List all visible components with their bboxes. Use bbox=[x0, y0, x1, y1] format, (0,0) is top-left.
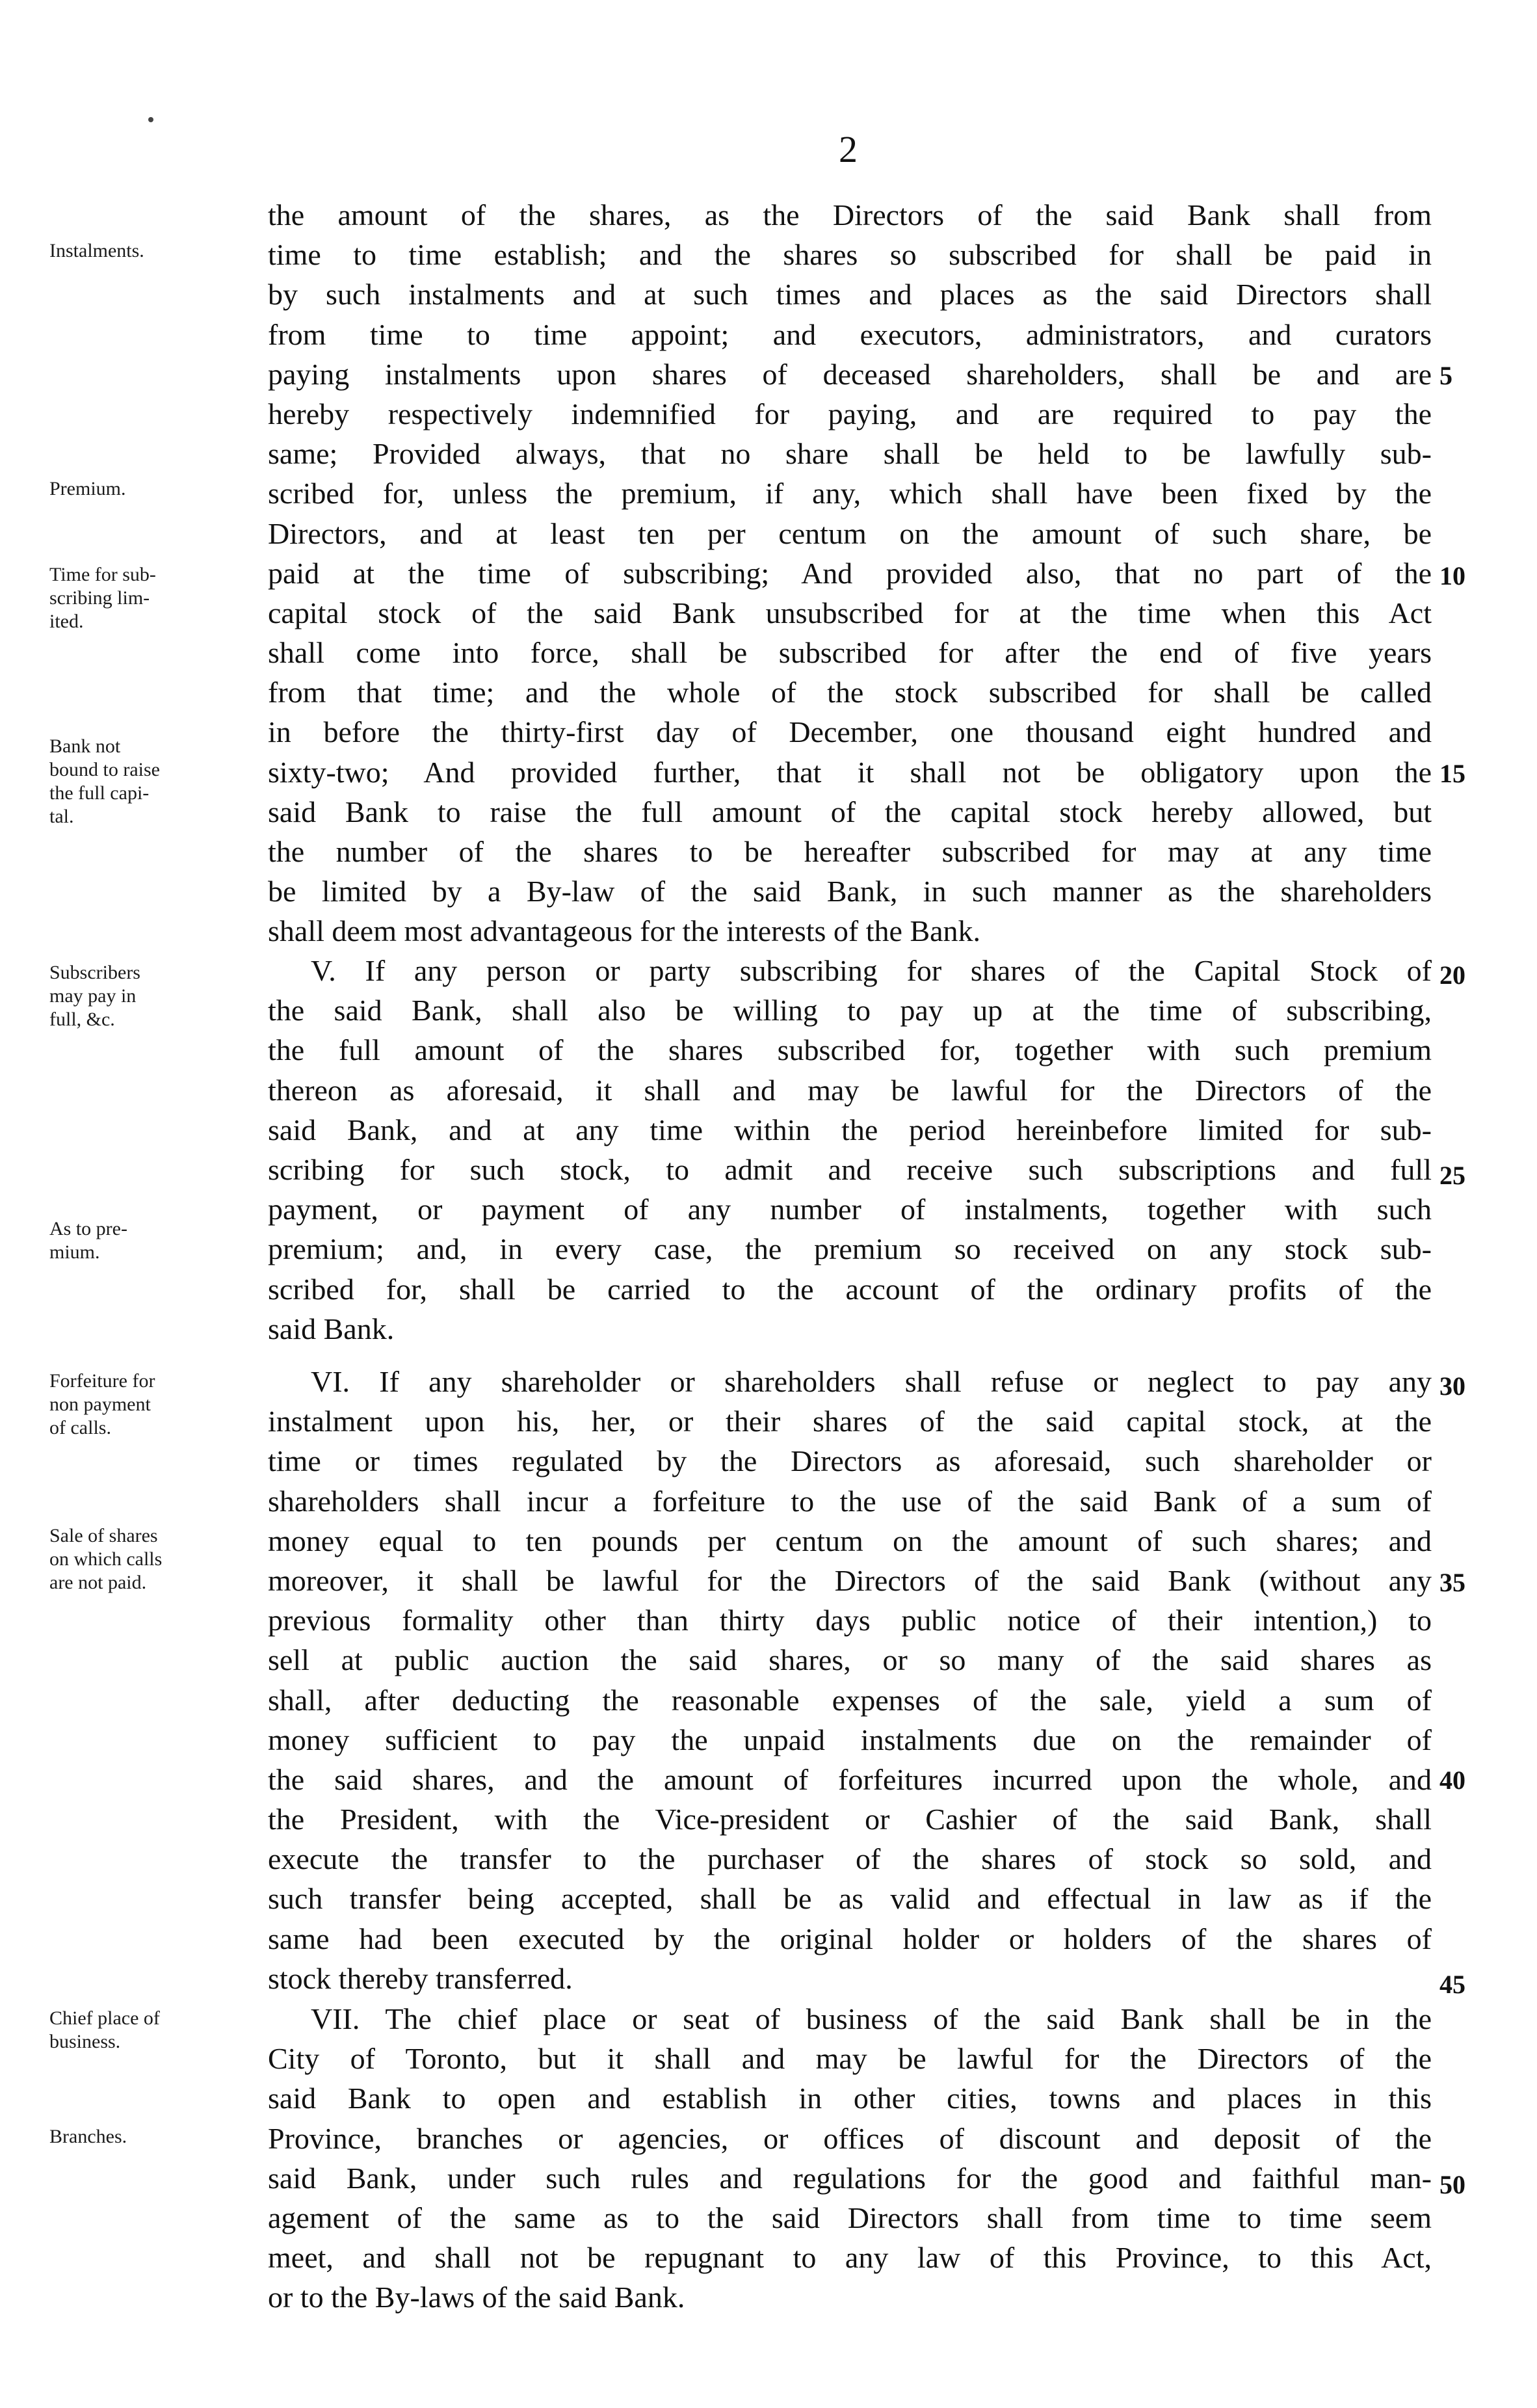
line-number: 50 bbox=[1439, 2170, 1465, 2199]
text-line: the said Bank, shall also be willing to pay up at the time of subscribing, bbox=[268, 994, 1432, 1027]
page-number: 2 bbox=[839, 128, 858, 170]
line-number: 5 bbox=[1439, 361, 1452, 390]
text-line: shall deem most advantageous for the interests of the Bank. bbox=[268, 914, 981, 948]
text-line: VII. The chief place or seat of business of the said Bank shall be in the bbox=[311, 2002, 1432, 2035]
side-note-line: Branches. bbox=[49, 2126, 127, 2147]
text-line: said Bank to open and establish in other cities, towns and places in this bbox=[268, 2082, 1432, 2115]
side-note-line: may pay in bbox=[49, 985, 137, 1007]
text-line: the number of the shares to be hereafter subscribed for may at any time bbox=[268, 835, 1432, 868]
text-line: V. If any person or party subscribing for shares of the Capital Stock of bbox=[311, 954, 1432, 987]
side-note-line: full, &c. bbox=[49, 1009, 115, 1030]
text-line: said Bank. bbox=[268, 1312, 395, 1345]
paragraph-continued bbox=[268, 195, 1432, 951]
side-note-line: ited. bbox=[49, 611, 84, 632]
text-line: said Bank to raise the full amount of the capital stock hereby allowed, but bbox=[268, 795, 1432, 828]
side-note-line: bound to raise bbox=[49, 759, 160, 780]
side-note-line: the full capi- bbox=[49, 782, 150, 804]
text-line: said Bank, and at any time within the period hereinbefore limited for sub- bbox=[268, 1113, 1432, 1146]
text-line: time or times regulated by the Directors as aforesaid, such shareholder or bbox=[268, 1444, 1432, 1478]
side-note-line: Bank not bbox=[49, 735, 121, 757]
side-note-line: scribing lim- bbox=[49, 587, 150, 609]
side-note-line: Subscribers bbox=[49, 962, 140, 983]
side-note-line: Instalments. bbox=[49, 240, 144, 261]
side-note-forfeiture bbox=[49, 1369, 270, 1440]
line-number: 40 bbox=[1439, 1766, 1465, 1795]
side-note-subscribers-pay bbox=[49, 961, 270, 1031]
text-line: hereby respectively indemnified for paying, and are required to pay the bbox=[268, 397, 1432, 430]
side-note-line: Premium. bbox=[49, 478, 126, 499]
side-note-branches bbox=[49, 2125, 270, 2149]
text-line: scribing for such stock, to admit and receive such subscriptions and full bbox=[268, 1152, 1432, 1186]
text-line: the said shares, and the amount of forfeitures incurred upon the whole, and bbox=[268, 1762, 1432, 1796]
text-line: shall, after deducting the reasonable expenses of the sale, yield a sum of bbox=[268, 1683, 1432, 1717]
text-line: such transfer being accepted, shall be as valid and effectual in law as if the bbox=[268, 1882, 1432, 1916]
text-line: thereon as aforesaid, it shall and may be lawful for the Directors of the bbox=[268, 1073, 1432, 1107]
text-line: paid at the time of subscribing; And provided also, that no part of the bbox=[268, 556, 1432, 590]
line-number: 30 bbox=[1439, 1371, 1465, 1401]
text-line: in before the thirty-first day of December, one thousand eight hundred and bbox=[268, 715, 1432, 749]
line-number: 10 bbox=[1439, 561, 1465, 590]
text-line: execute the transfer to the purchaser of the shares of stock so sold, and bbox=[268, 1842, 1432, 1876]
text-line: Directors, and at least ten per centum on the amount of such share, be bbox=[268, 516, 1432, 550]
line-number: 25 bbox=[1439, 1161, 1465, 1190]
side-note-line: on which calls bbox=[49, 1548, 163, 1570]
text-line: VI. If any shareholder or shareholders shall refuse or neglect to pay any bbox=[311, 1365, 1432, 1398]
side-note-line: non payment bbox=[49, 1394, 151, 1415]
text-line: money equal to ten pounds per centum on the amount of such shares; and bbox=[268, 1524, 1432, 1557]
text-line: premium; and, in every case, the premium so received on any stock sub- bbox=[268, 1232, 1432, 1266]
side-note-as-to-premium bbox=[49, 1217, 270, 1264]
text-line: City of Toronto, but it shall and may be lawful for the Directors of the bbox=[268, 2042, 1432, 2076]
text-line: moreover, it shall be lawful for the Directors of the said Bank (without any bbox=[268, 1563, 1432, 1597]
text-line: paying instalments upon shares of deceased shareholders, shall be and are bbox=[268, 357, 1432, 391]
text-line: payment, or payment of any number of instalments, together with such bbox=[268, 1193, 1432, 1226]
side-note-premium bbox=[49, 477, 270, 501]
side-note-instalments bbox=[49, 239, 270, 263]
side-note-line: mium. bbox=[49, 1241, 100, 1263]
text-line: be limited by a By-law of the said Bank, in such manner as the shareholders bbox=[268, 875, 1432, 908]
side-note-time-limited bbox=[49, 563, 270, 633]
line-number: 20 bbox=[1439, 960, 1465, 990]
side-note-line: tal. bbox=[49, 806, 74, 827]
text-line: shareholders shall incur a forfeiture to the use of the said Bank of a sum of bbox=[268, 1484, 1432, 1518]
text-line: or to the By-laws of the said Bank. bbox=[268, 2281, 685, 2314]
text-line: scribed for, unless the premium, if any, which shall have been fixed by the bbox=[268, 477, 1432, 510]
text-line: Province, branches or agencies, or offices of discount and deposit of the bbox=[268, 2121, 1432, 2155]
text-line: the amount of the shares, as the Directors of the said Bank shall from bbox=[268, 198, 1432, 232]
line-number: 45 bbox=[1439, 1970, 1465, 1999]
text-line: the President, with the Vice-president or Cashier of the said Bank, shall bbox=[268, 1803, 1432, 1836]
stray-mark bbox=[148, 117, 153, 122]
text-line: meet, and shall not be repugnant to any law of this Province, to this Act, bbox=[268, 2241, 1432, 2275]
text-line: from time to time appoint; and executors, administrators, and curators bbox=[268, 317, 1432, 351]
text-line: the full amount of the shares subscribed for, together with such premium bbox=[268, 1033, 1432, 1067]
text-line: sell at public auction the said shares, or so many of the said shares as bbox=[268, 1643, 1432, 1677]
side-note-bank-not-bound bbox=[49, 735, 270, 828]
text-line: from that time; and the whole of the stock subscribed for shall be called bbox=[268, 676, 1432, 709]
line-number: 15 bbox=[1439, 759, 1465, 788]
text-line: sixty-two; And provided further, that it shall not be obligatory upon the bbox=[268, 755, 1432, 789]
text-line: capital stock of the said Bank unsubscribed for at the time when this Act bbox=[268, 596, 1432, 629]
text-line: money sufficient to pay the unpaid instalments due on the remainder of bbox=[268, 1723, 1432, 1756]
side-note-chief-place bbox=[49, 2007, 270, 2054]
side-note-line: Chief place of bbox=[49, 2007, 160, 2029]
paragraph-section-vi bbox=[268, 1362, 1432, 1998]
paragraph-section-vii bbox=[268, 1999, 1432, 2318]
text-line: by such instalments and at such times and places as the said Directors shall bbox=[268, 278, 1432, 311]
text-line: said Bank, under such rules and regulations for the good and faithful man- bbox=[268, 2161, 1432, 2195]
text-line: previous formality other than thirty days public notice of their intention,) to bbox=[268, 1604, 1432, 1637]
line-number: 35 bbox=[1439, 1568, 1465, 1597]
text-line: same; Provided always, that no share shall be held to be lawfully sub- bbox=[268, 437, 1432, 471]
text-line: same had been executed by the original holder or holders of the shares of bbox=[268, 1922, 1432, 1955]
text-line: agement of the same as to the said Directors shall from time to time seem bbox=[268, 2201, 1432, 2234]
side-note-sale-of-shares bbox=[49, 1524, 270, 1594]
text-line: scribed for, shall be carried to the account of the ordinary profits of the bbox=[268, 1272, 1432, 1306]
side-note-line: Forfeiture for bbox=[49, 1370, 155, 1392]
text-line: shall come into force, shall be subscribed for after the end of five years bbox=[268, 636, 1432, 670]
side-note-line: Sale of shares bbox=[49, 1525, 158, 1546]
paragraph-section-v bbox=[268, 951, 1432, 1349]
side-note-line: As to pre- bbox=[49, 1218, 127, 1239]
side-note-line: of calls. bbox=[49, 1417, 111, 1438]
side-note-line: are not paid. bbox=[49, 1572, 147, 1593]
text-line: instalment upon his, her, or their shares of the said capital stock, at the bbox=[268, 1405, 1432, 1438]
side-note-line: business. bbox=[49, 2031, 121, 2052]
text-line: time to time establish; and the shares so subscribed for shall be paid in bbox=[268, 238, 1432, 272]
side-note-line: Time for sub- bbox=[49, 564, 156, 585]
text-line: stock thereby transferred. bbox=[268, 1961, 573, 1995]
